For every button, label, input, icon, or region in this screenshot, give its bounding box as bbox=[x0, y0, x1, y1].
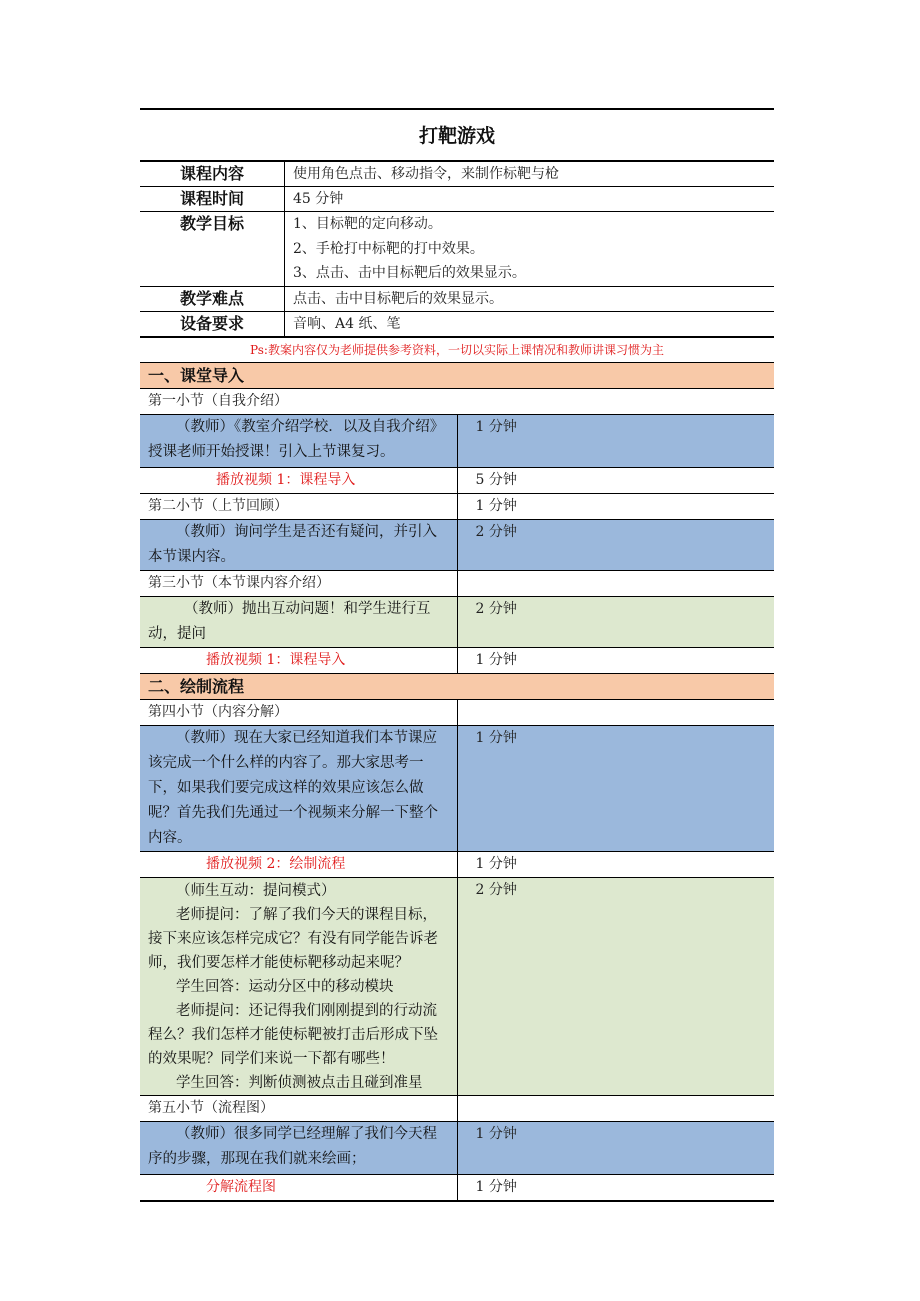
course-info-table bbox=[140, 160, 774, 338]
info-row-goals bbox=[140, 212, 774, 287]
step-time: 1 分钟 bbox=[457, 725, 774, 851]
equipment-label: 设备要求 bbox=[140, 311, 285, 337]
time-value: 45 分钟 bbox=[285, 187, 775, 212]
step-text: （教师）现在大家已经知道我们本节课应该完成一个什么样的内容了。那大家思考一下，如果我们要完成这样的效果应该怎么做呢？首先我们先通过一个视频来分解一下整个内容。 bbox=[140, 725, 457, 851]
subsection-title: 第二小节（上节回顾） bbox=[140, 493, 457, 519]
step-time-empty bbox=[457, 570, 774, 596]
step-time: 1 分钟 bbox=[457, 493, 774, 519]
step-text: （教师）询问学生是否还有疑问，并引入本节课内容。 bbox=[140, 519, 457, 570]
step-text: （教师）《教室介绍学校．以及自我介绍》授课老师开始授课！引入上节课复习。 bbox=[140, 414, 457, 467]
subsection-title: 第五小节（流程图） bbox=[140, 1095, 457, 1121]
section-heading: 一、课堂导入 bbox=[140, 362, 774, 388]
step-row bbox=[140, 414, 774, 467]
step-time-empty bbox=[457, 699, 774, 725]
step-text: 播放视频 2：绘制流程 bbox=[140, 851, 457, 877]
interaction-line: 老师提问：还记得我们刚刚提到的行动流程么？我们怎样才能使标靶被打击后形成下坠的效果呢？同学们来说一下都有哪些！ bbox=[148, 1002, 438, 1067]
info-row-content bbox=[140, 161, 774, 187]
interaction-line: 学生回答：判断侦测被点击且碰到准星 bbox=[176, 1074, 423, 1091]
step-row bbox=[140, 1121, 774, 1174]
page-title: 打靶游戏 bbox=[418, 125, 495, 147]
subsection-title: 第一小节（自我介绍） bbox=[140, 388, 774, 414]
reference-note: Ps:教案内容仅为老师提供参考资料，一切以实际上课情况和教师讲课习惯为主 bbox=[250, 342, 664, 357]
interaction-line: 老师提问：了解了我们今天的课程目标，接下来应该怎样完成它？有没有同学能告诉老师，我们要怎样才能使标靶移动起来呢？ bbox=[148, 906, 438, 971]
step-text: （教师）很多同学已经理解了我们今天程序的步骤，那现在我们就来绘画； bbox=[140, 1121, 457, 1174]
step-time: 5 分钟 bbox=[457, 467, 774, 493]
subsection-title: 第四小节（内容分解） bbox=[140, 699, 457, 725]
goal-list bbox=[285, 212, 775, 287]
subsection-row bbox=[140, 570, 774, 596]
section-heading-row bbox=[140, 362, 774, 388]
interaction-line: （师生互动：提问模式） bbox=[176, 882, 336, 899]
step-text: 播放视频 1：课程导入 bbox=[140, 467, 457, 493]
step-time: 1 分钟 bbox=[457, 414, 774, 467]
step-time: 2 分钟 bbox=[457, 877, 774, 1095]
difficulty-value: 点击、击中目标靶后的效果显示。 bbox=[285, 286, 775, 311]
lesson-steps-table bbox=[140, 362, 774, 1202]
step-time: 1 分钟 bbox=[457, 1121, 774, 1174]
section-heading-row bbox=[140, 673, 774, 699]
lesson-plan-document bbox=[140, 108, 774, 1202]
step-text: 播放视频 1：课程导入 bbox=[140, 647, 457, 673]
goal-label: 教学目标 bbox=[140, 212, 285, 287]
step-row bbox=[140, 1174, 774, 1201]
step-time: 1 分钟 bbox=[457, 851, 774, 877]
time-label: 课程时间 bbox=[140, 187, 285, 212]
goal-item: 1、目标靶的定向移动。 bbox=[293, 216, 442, 232]
interaction-line: 学生回答：运动分区中的移动模块 bbox=[176, 978, 394, 995]
step-row bbox=[140, 596, 774, 647]
step-row bbox=[140, 467, 774, 493]
content-label: 课程内容 bbox=[140, 161, 285, 187]
section-heading: 二、绘制流程 bbox=[140, 673, 774, 699]
step-text: 分解流程图 bbox=[140, 1174, 457, 1201]
subsection-row bbox=[140, 388, 774, 414]
step-time: 1 分钟 bbox=[457, 1174, 774, 1201]
step-row bbox=[140, 519, 774, 570]
info-row-time bbox=[140, 187, 774, 212]
step-row bbox=[140, 725, 774, 851]
goal-item: 3、点击、击中目标靶后的效果显示。 bbox=[293, 265, 526, 281]
step-time: 2 分钟 bbox=[457, 596, 774, 647]
step-row bbox=[140, 851, 774, 877]
goal-item: 2、手枪打中标靶的打中效果。 bbox=[293, 240, 484, 257]
subsection-row bbox=[140, 699, 774, 725]
step-time: 1 分钟 bbox=[457, 647, 774, 673]
interaction-block bbox=[140, 877, 457, 1095]
equipment-value: 音响、A4 纸、笔 bbox=[285, 311, 775, 337]
difficulty-label: 教学难点 bbox=[140, 286, 285, 311]
subsection-row bbox=[140, 493, 774, 519]
info-row-difficulty bbox=[140, 286, 774, 311]
step-row bbox=[140, 647, 774, 673]
subsection-title: 第三小节（本节课内容介绍） bbox=[140, 570, 457, 596]
step-row bbox=[140, 877, 774, 1095]
info-row-equipment bbox=[140, 311, 774, 337]
step-text: （教师）抛出互动问题！和学生进行互动，提问 bbox=[140, 596, 457, 647]
step-time: 2 分钟 bbox=[457, 519, 774, 570]
step-time-empty bbox=[457, 1095, 774, 1121]
subsection-row bbox=[140, 1095, 774, 1121]
content-value: 使用角色点击、移动指令，来制作标靶与枪 bbox=[285, 161, 775, 187]
